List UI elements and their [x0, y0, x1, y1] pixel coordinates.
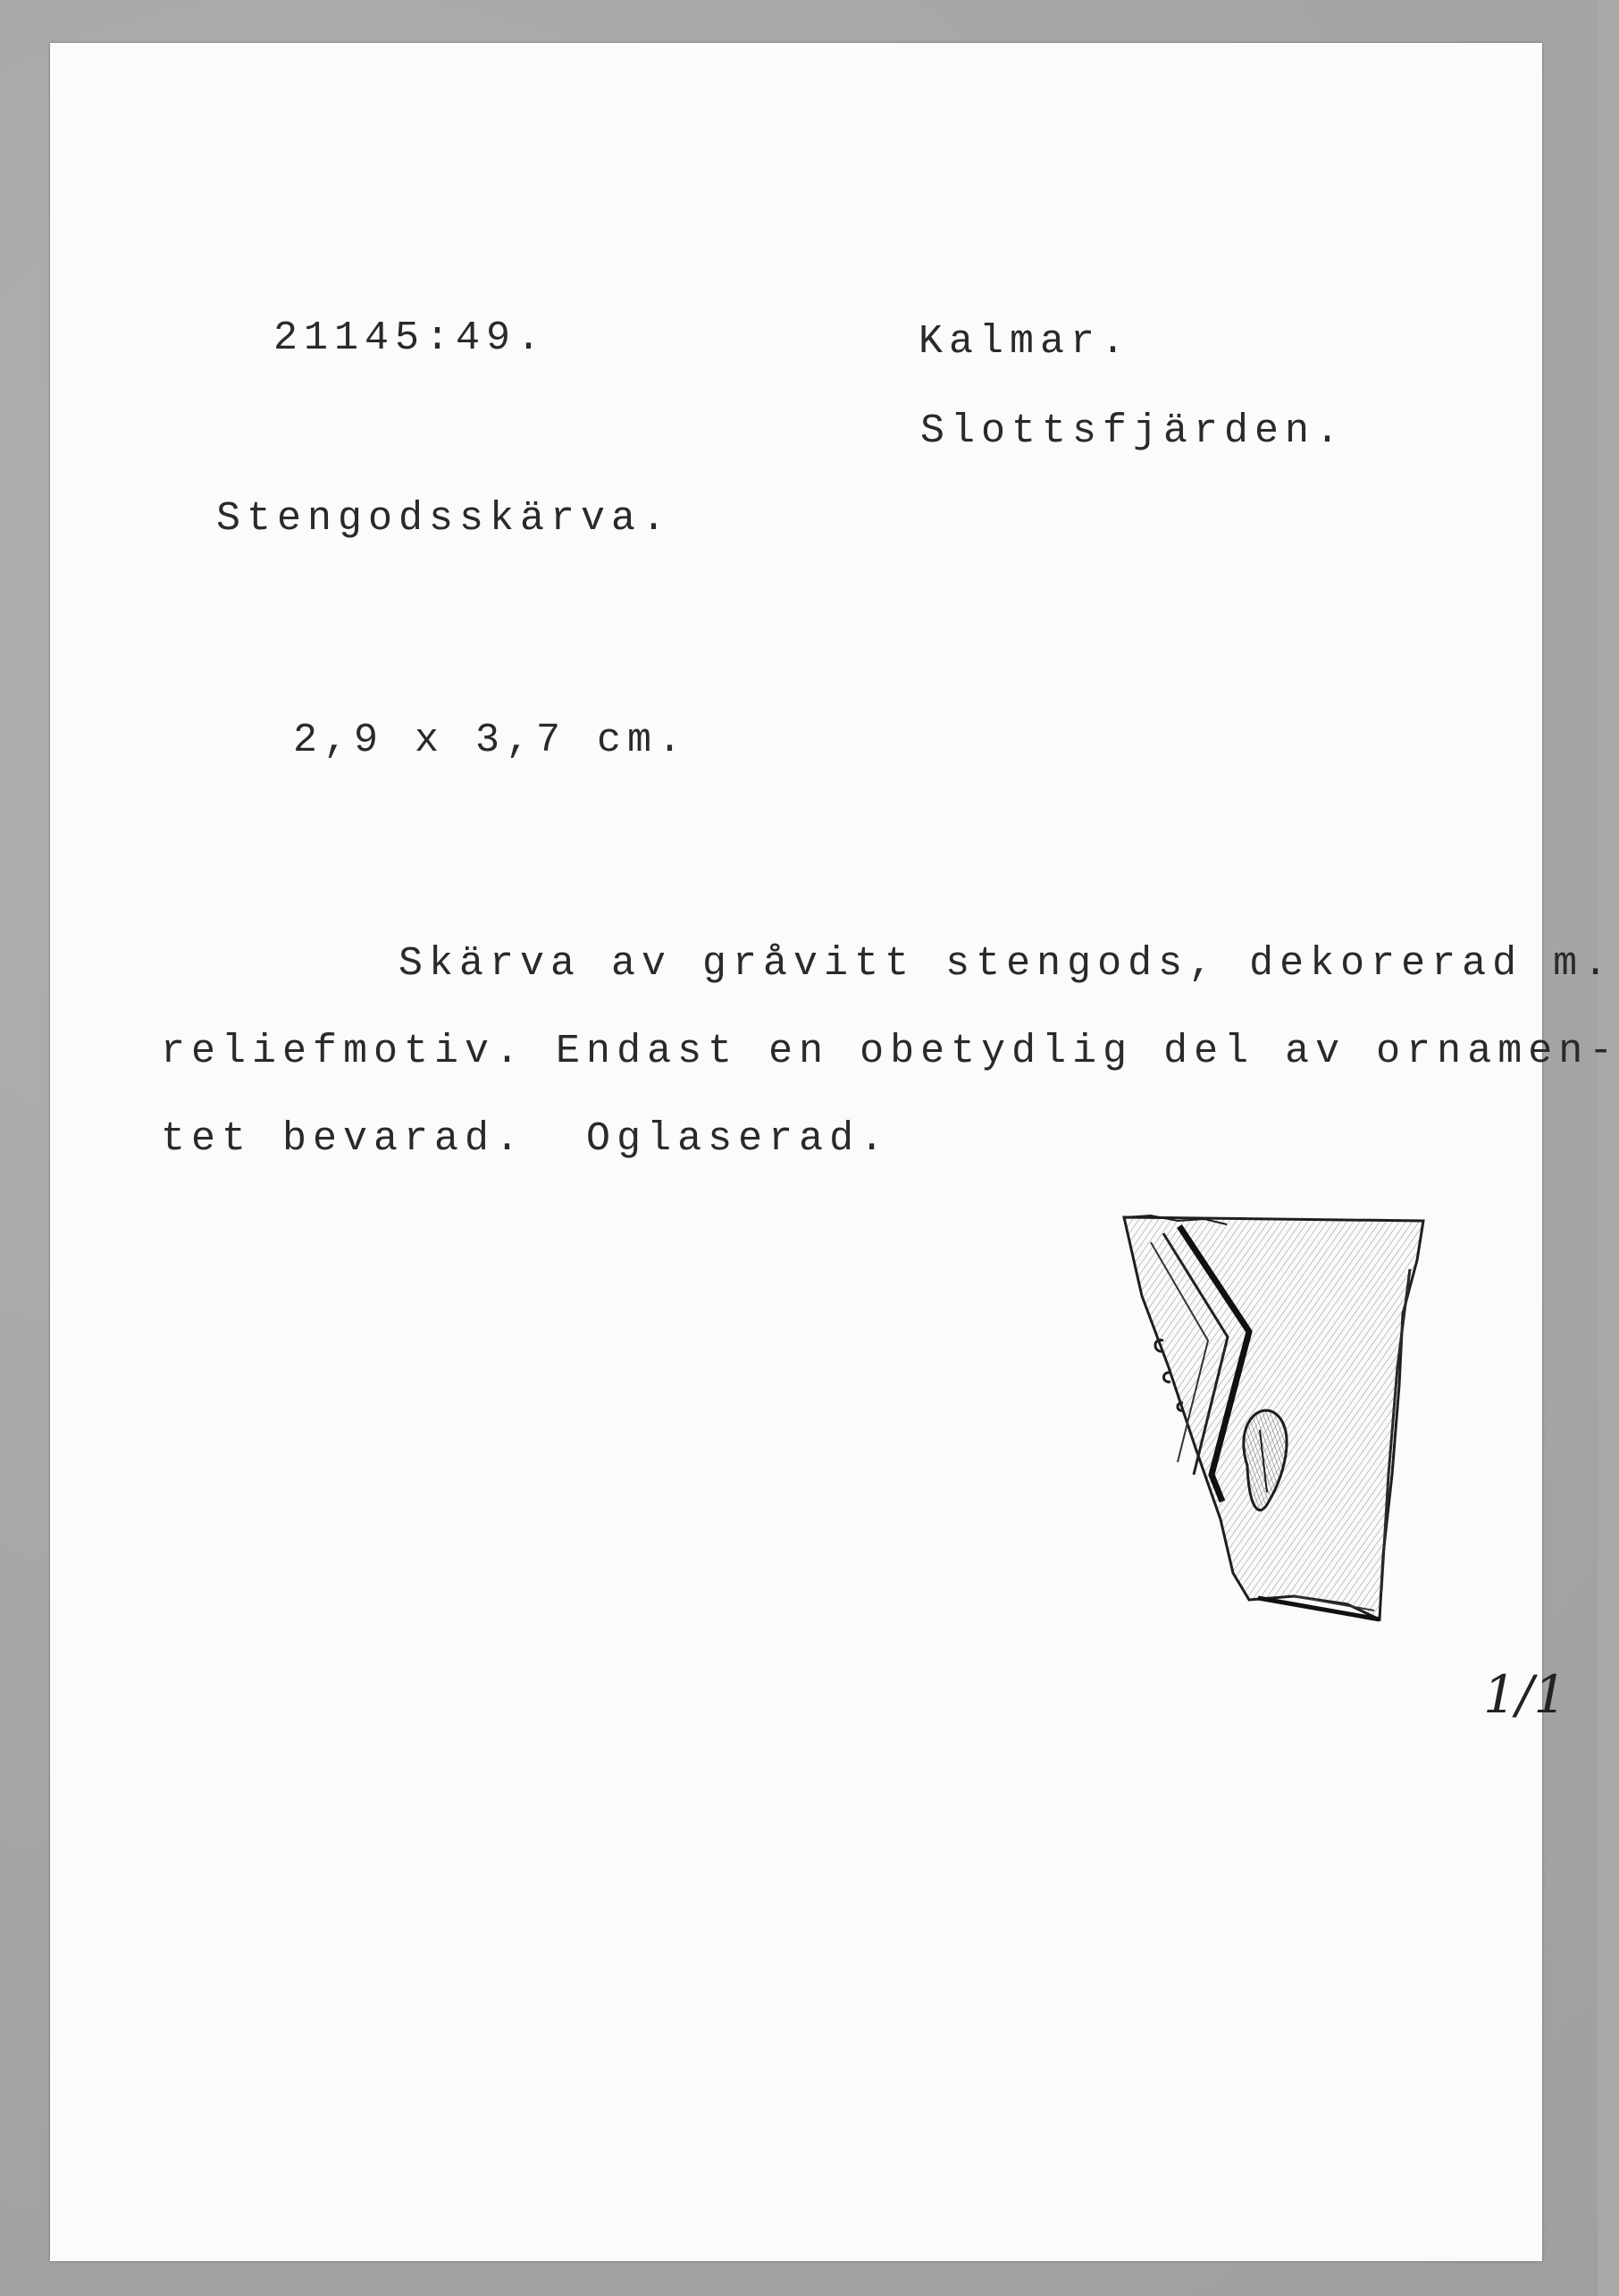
object-name: Stengodsskärva.: [216, 496, 673, 542]
catalog-card: [50, 43, 1619, 2261]
site-name: Slottsfjärden.: [920, 408, 1346, 454]
scale-label: 1/1: [1483, 1664, 1567, 1725]
description-line-1: Skärva av gråvitt stengods, dekorerad m.: [398, 941, 1615, 987]
description-line-3: tet bevarad. Oglaserad.: [161, 1116, 891, 1162]
dimensions: 2,9 x 3,7 cm.: [293, 718, 689, 763]
place-name: Kalmar.: [919, 319, 1132, 365]
shard-drawing: [1115, 1207, 1437, 1636]
catalog-number: 21145:49.: [273, 315, 548, 361]
description-line-2: reliefmotiv. Endast en obetydlig del av ornamen-: [161, 1029, 1619, 1074]
scale-mark: [1478, 1653, 1567, 1743]
